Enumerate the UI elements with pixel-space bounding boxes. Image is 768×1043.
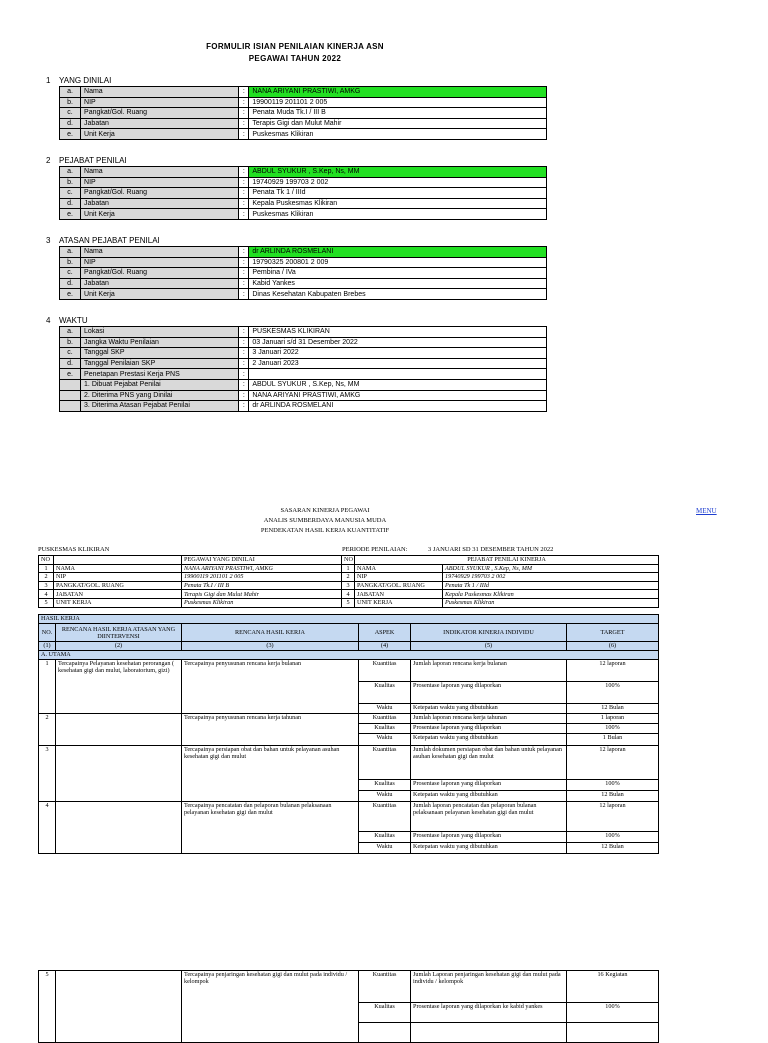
form-row <box>60 257 547 268</box>
row-field: 3. Diterima Atasan Pejabat Penilai <box>81 401 239 412</box>
form-row <box>60 278 547 289</box>
row-field: Unit Kerja <box>81 209 239 220</box>
form-row <box>60 87 547 98</box>
row-value: Terapis Gigi dan Mulut Mahir <box>249 118 547 129</box>
row-colon: : <box>239 118 249 129</box>
section-table <box>59 86 547 140</box>
kerja-row <box>39 660 659 682</box>
item-indikator: Prosentase laporan yang dilaporkan <box>411 832 567 843</box>
row-field: Nama <box>81 247 239 258</box>
row-letter: e. <box>60 129 81 140</box>
row-value: 03 Januari s/d 31 Desember 2022 <box>249 337 547 348</box>
row-colon: : <box>239 108 249 119</box>
item-indikator: Ketepatan waktu yang dibutuhkan <box>411 843 567 854</box>
form-row <box>60 369 547 380</box>
row-colon: : <box>239 167 249 178</box>
sheet-heading-1: SASARAN KINERJA PEGAWAI <box>280 507 370 514</box>
form-row <box>60 167 547 178</box>
row-value: Kabid Yankes <box>249 278 547 289</box>
item-no: 1 <box>39 660 56 714</box>
row-colon: : <box>239 268 249 279</box>
row-colon: : <box>239 358 249 369</box>
row-value: Dinas Kesehatan Kabupaten Brebes <box>249 289 547 300</box>
row-letter: c. <box>60 108 81 119</box>
kerja-row <box>39 714 659 724</box>
row-field: Tanggal Penilaian SKP <box>81 358 239 369</box>
section-number: 4 <box>46 316 51 325</box>
item-aspek: Waktu <box>359 704 411 714</box>
row-colon: : <box>239 348 249 359</box>
column-header: INDIKATOR KINERJA INDIVIDU <box>411 624 567 642</box>
row-field: Unit Kerja <box>81 129 239 140</box>
row-colon: : <box>239 177 249 188</box>
item-aspek: Kualitas <box>359 682 411 704</box>
item-target: 12 laporan <box>567 802 659 832</box>
item-indikator: Jumlah dokumen persiapan obat dan bahan untuk pelayanan asuhan kesehatan gigi dan mulut <box>411 746 567 780</box>
item-rencana: Tercapainya penyusunan rencana kerja tahunan <box>182 714 359 746</box>
item-rencana: Tercapainya pencatatan dan pelaporan bulanan pelaksanaan pelayanan kesehatan gigi dan mulut <box>182 802 359 854</box>
row-field: Jabatan <box>81 198 239 209</box>
hasil-kerja-table <box>38 614 659 854</box>
row-colon: : <box>239 327 249 338</box>
form-subtitle: PEGAWAI TAHUN 2022 <box>248 54 342 63</box>
item-aspek: Kuantitas <box>359 971 411 1003</box>
info-no-header-2: NO <box>342 556 355 565</box>
column-number: (2) <box>56 642 182 651</box>
item-indikator: Prosentase laporan yang dilaporkan ke kabid yankes <box>411 1003 567 1023</box>
hasil-kerja-table-continued <box>38 970 659 1043</box>
row-value: Puskesmas Klikiran <box>249 209 547 220</box>
row-value: 19740929 199703 2 002 <box>249 177 547 188</box>
row-letter: b. <box>60 337 81 348</box>
item-aspek: Kualitas <box>359 780 411 791</box>
row-field: Jabatan <box>81 118 239 129</box>
info-cell-f2: NAMA <box>355 564 443 573</box>
item-atasan <box>56 971 182 1043</box>
row-value: 3 Januari 2022 <box>249 348 547 359</box>
info-cell-n: 4 <box>39 590 54 599</box>
info-cell-n: 3 <box>39 581 54 590</box>
info-row <box>39 573 659 582</box>
item-target: 12 Bulan <box>567 843 659 854</box>
item-atasan: Tercapainya Pelayanan kesehatan perorangan ( kesehatan gigi dan mulut, laboratorium, gizi) <box>56 660 182 714</box>
item-indikator: Ketepatan waktu yang dibutuhkan <box>411 704 567 714</box>
item-target: 12 Bulan <box>567 791 659 802</box>
kerja-row <box>39 746 659 780</box>
form-title: FORMULIR ISIAN PENILAIAN KINERJA ASN <box>206 42 384 51</box>
column-number: (3) <box>182 642 359 651</box>
item-indikator: Jumlah laporan rencana kerja tahunan <box>411 714 567 724</box>
section-table <box>59 166 547 220</box>
item-target: 100% <box>567 724 659 734</box>
item-indikator: Jumlah Laporan penjaringan kesehatan gigi dan mulut pada individu / kelompok <box>411 971 567 1003</box>
row-colon: : <box>239 390 249 401</box>
info-cell-n2: 5 <box>342 598 355 607</box>
row-letter <box>60 390 81 401</box>
row-letter: a. <box>60 167 81 178</box>
form-row <box>60 348 547 359</box>
section-number: 1 <box>46 76 51 85</box>
row-colon: : <box>239 289 249 300</box>
row-value: Pembina / IVa <box>249 268 547 279</box>
info-blank <box>54 556 182 565</box>
section-number: 3 <box>46 236 51 245</box>
row-value: dr ARLINDA ROSMELANI <box>249 401 547 412</box>
item-target: 1 Bulan <box>567 734 659 746</box>
row-value: dr ARLINDA ROSMELANI <box>249 247 547 258</box>
row-colon: : <box>239 257 249 268</box>
form-row <box>60 289 547 300</box>
item-rencana: Tercapainya persiapan obat dan bahan untuk pelayanan asuhan kesehatan gigi dan mulut <box>182 746 359 802</box>
item-target: 12 laporan <box>567 660 659 682</box>
form-row <box>60 118 547 129</box>
row-colon: : <box>239 129 249 140</box>
info-cell-f: PANGKAT/GOL. RUANG <box>54 581 182 590</box>
info-cell-f: NIP <box>54 573 182 582</box>
row-field: 1. Dibuat Pejabat Penilai <box>81 379 239 390</box>
row-field: Penetapan Prestasi Kerja PNS <box>81 369 239 380</box>
form-row <box>60 268 547 279</box>
info-cell-n2: 1 <box>342 564 355 573</box>
row-field: Pangkat/Gol. Ruang <box>81 188 239 199</box>
row-letter: a. <box>60 247 81 258</box>
row-field: Nama <box>81 167 239 178</box>
column-header: RENCANA HASIL KERJA ATASAN YANG DIINTERVENSI <box>56 624 182 642</box>
item-atasan <box>56 714 182 746</box>
item-indikator: Prosentase laporan yang dilaporkan <box>411 724 567 734</box>
pejabat-header: PEJABAT PENILAI KINERJA <box>355 556 659 565</box>
row-value: NANA ARIYANI PRASTIWI, AMKG <box>249 390 547 401</box>
item-indikator: Prosentase laporan yang dilaporkan <box>411 682 567 704</box>
item-aspek: Waktu <box>359 843 411 854</box>
sheet-heading-3: PENDEKATAN HASIL KERJA KUANTITATIF <box>260 527 390 534</box>
row-letter: d. <box>60 118 81 129</box>
info-cell-v: 19900119 201101 2 005 <box>182 573 342 582</box>
row-colon: : <box>239 97 249 108</box>
unit-label: PUSKESMAS KLIKIRAN <box>38 546 110 553</box>
item-target: 100% <box>567 1003 659 1023</box>
row-value: Puskesmas Klikiran <box>249 129 547 140</box>
form-row <box>60 401 547 412</box>
row-field: Jangka Waktu Penilaian <box>81 337 239 348</box>
item-atasan <box>56 746 182 802</box>
info-cell-v2: Kepala Puskesmas Klikiran <box>443 590 659 599</box>
pegawai-header: PEGAWAI YANG DINILAI <box>182 556 342 565</box>
row-colon: : <box>239 209 249 220</box>
row-field: Tanggal SKP <box>81 348 239 359</box>
column-number: (6) <box>567 642 659 651</box>
row-field: Lokasi <box>81 327 239 338</box>
row-letter: c. <box>60 268 81 279</box>
column-header: RENCANA HASIL KERJA <box>182 624 359 642</box>
empty-cell <box>359 1023 411 1043</box>
item-aspek: Kualitas <box>359 724 411 734</box>
info-table <box>38 555 659 608</box>
item-target: 16 Kegiatan <box>567 971 659 1003</box>
row-colon: : <box>239 278 249 289</box>
info-cell-v: NANA ARIYANI PRASTIWI, AMKG <box>182 564 342 573</box>
row-colon: : <box>239 188 249 199</box>
row-letter: b. <box>60 97 81 108</box>
item-target: 12 Bulan <box>567 704 659 714</box>
row-value: Penata Muda Tk.I / III B <box>249 108 547 119</box>
column-header: NO. <box>39 624 56 642</box>
row-colon: : <box>239 87 249 98</box>
row-letter: b. <box>60 177 81 188</box>
info-cell-f: JABATAN <box>54 590 182 599</box>
form-row <box>60 390 547 401</box>
row-field: NIP <box>81 97 239 108</box>
info-row <box>39 598 659 607</box>
row-value: NANA ARIYANI PRASTIWI, AMKG <box>249 87 547 98</box>
row-colon: : <box>239 247 249 258</box>
info-cell-f2: UNIT KERJA <box>355 598 443 607</box>
row-field: Pangkat/Gol. Ruang <box>81 108 239 119</box>
row-letter: a. <box>60 87 81 98</box>
row-field: Nama <box>81 87 239 98</box>
info-cell-n: 1 <box>39 564 54 573</box>
row-letter: c. <box>60 188 81 199</box>
form-row <box>60 209 547 220</box>
form-row <box>60 379 547 390</box>
item-target: 100% <box>567 780 659 791</box>
item-aspek: Kuantitas <box>359 802 411 832</box>
item-atasan <box>56 802 182 854</box>
info-cell-v2: Puskesmas Klikiran <box>443 598 659 607</box>
column-number: (1) <box>39 642 56 651</box>
section-label: YANG DINILAI <box>59 76 112 85</box>
section-table <box>59 246 547 300</box>
menu-link[interactable]: MENU <box>696 507 717 515</box>
row-value: 19900119 201101 2 005 <box>249 97 547 108</box>
row-value: 19790325 200801 2 009 <box>249 257 547 268</box>
empty-cell <box>411 1023 567 1043</box>
item-aspek: Waktu <box>359 791 411 802</box>
row-value <box>249 369 547 380</box>
item-indikator: Jumlah laporan pencatatan dan pelaporan bulanan pelaksanaan pelayanan kesehatan gigi dan mulut <box>411 802 567 832</box>
row-value: ABDUL SYUKUR , S.Kep, Ns, MM <box>249 167 547 178</box>
row-letter: e. <box>60 209 81 220</box>
item-indikator: Jumlah laporan rencana kerja bulanan <box>411 660 567 682</box>
row-letter <box>60 379 81 390</box>
row-colon: : <box>239 198 249 209</box>
row-value: PUSKESMAS KLIKIRAN <box>249 327 547 338</box>
column-header: TARGET <box>567 624 659 642</box>
item-indikator: Prosentase laporan yang dilaporkan <box>411 780 567 791</box>
info-cell-n: 5 <box>39 598 54 607</box>
info-cell-v: Penata Tk.I / III B <box>182 581 342 590</box>
item-no: 4 <box>39 802 56 854</box>
info-no-header: NO <box>39 556 54 565</box>
info-cell-f: NAMA <box>54 564 182 573</box>
info-cell-v: Terapis Gigi dan Mulut Mahir <box>182 590 342 599</box>
section-label: WAKTU <box>59 316 88 325</box>
row-colon: : <box>239 369 249 380</box>
form-row <box>60 97 547 108</box>
row-field: Jabatan <box>81 278 239 289</box>
info-cell-n2: 4 <box>342 590 355 599</box>
row-value: Penata Tk 1 / IIId <box>249 188 547 199</box>
info-cell-v: Puskesmas Klikiran <box>182 598 342 607</box>
row-letter: b. <box>60 257 81 268</box>
row-letter: a. <box>60 327 81 338</box>
item-aspek: Waktu <box>359 734 411 746</box>
row-letter: e. <box>60 289 81 300</box>
column-number: (4) <box>359 642 411 651</box>
info-row <box>39 564 659 573</box>
info-cell-n2: 3 <box>342 581 355 590</box>
form-row <box>60 188 547 199</box>
form-row <box>60 177 547 188</box>
item-no: 5 <box>39 971 56 1043</box>
row-letter: e. <box>60 369 81 380</box>
item-aspek: Kualitas <box>359 832 411 843</box>
kerja-row <box>39 802 659 832</box>
info-cell-f2: JABATAN <box>355 590 443 599</box>
item-aspek: Kuantitas <box>359 714 411 724</box>
row-colon: : <box>239 401 249 412</box>
utama-label: A. UTAMA <box>39 651 659 660</box>
item-target: 1 laporan <box>567 714 659 724</box>
row-value: Kepala Puskesmas Klikiran <box>249 198 547 209</box>
form-row <box>60 247 547 258</box>
item-indikator: Ketepatan waktu yang dibutuhkan <box>411 734 567 746</box>
row-field: NIP <box>81 177 239 188</box>
info-row <box>39 590 659 599</box>
sheet-heading <box>160 506 490 536</box>
info-cell-n: 2 <box>39 573 54 582</box>
info-cell-v2: Penata Tk 1 / IIId <box>443 581 659 590</box>
row-letter: d. <box>60 278 81 289</box>
row-colon: : <box>239 379 249 390</box>
item-no: 2 <box>39 714 56 746</box>
info-row <box>39 581 659 590</box>
item-rencana: Tercapainya penyusunan rencana kerja bulanan <box>182 660 359 714</box>
row-colon: : <box>239 337 249 348</box>
kerja-row <box>39 971 659 1003</box>
item-target: 100% <box>567 682 659 704</box>
row-field: 2. Diterima PNS yang Dinilai <box>81 390 239 401</box>
info-cell-f: UNIT KERJA <box>54 598 182 607</box>
item-target: 100% <box>567 832 659 843</box>
item-target: 12 laporan <box>567 746 659 780</box>
form-row <box>60 327 547 338</box>
form-row <box>60 358 547 369</box>
periode-value: 3 JANUARI SD 31 DESEMBER TAHUN 2022 <box>428 546 554 553</box>
periode-label: PERIODE PENILAIAN: <box>342 546 408 553</box>
row-field: Pangkat/Gol. Ruang <box>81 268 239 279</box>
row-letter: c. <box>60 348 81 359</box>
section-label: ATASAN PEJABAT PENILAI <box>59 236 160 245</box>
item-aspek: Kuantitas <box>359 660 411 682</box>
item-rencana: Tercapainya penjaringan kesehatan gigi dan mulut pada individu / kelompok <box>182 971 359 1043</box>
item-aspek: Kuantitas <box>359 746 411 780</box>
column-header: ASPEK <box>359 624 411 642</box>
row-value: ABDUL SYUKUR , S.Kep, Ns, MM <box>249 379 547 390</box>
form-row <box>60 198 547 209</box>
section-table <box>59 326 547 412</box>
info-cell-n2: 2 <box>342 573 355 582</box>
hasil-kerja-label: HASIL KERJA <box>39 615 659 624</box>
row-value: 2 Januari 2023 <box>249 358 547 369</box>
empty-cell <box>567 1023 659 1043</box>
section-number: 2 <box>46 156 51 165</box>
form-row <box>60 129 547 140</box>
form-row <box>60 108 547 119</box>
row-field: Unit Kerja <box>81 289 239 300</box>
row-letter <box>60 401 81 412</box>
form-row <box>60 337 547 348</box>
item-aspek: Kualitas <box>359 1003 411 1023</box>
sheet-heading-2: ANALIS SUMBERDAYA MANUSIA MUDA <box>263 517 387 524</box>
section-label: PEJABAT PENILAI <box>59 156 127 165</box>
info-cell-f2: PANGKAT/GOL. RUANG <box>355 581 443 590</box>
info-cell-v2: ABDUL SYUKUR , S.Kep, Ns, MM <box>443 564 659 573</box>
column-number: (5) <box>411 642 567 651</box>
row-letter: d. <box>60 198 81 209</box>
info-cell-v2: 19740929 199703 2 002 <box>443 573 659 582</box>
row-field: NIP <box>81 257 239 268</box>
row-letter: d. <box>60 358 81 369</box>
info-cell-f2: NIP <box>355 573 443 582</box>
item-no: 3 <box>39 746 56 802</box>
item-indikator: Ketepatan waktu yang dibutuhkan <box>411 791 567 802</box>
